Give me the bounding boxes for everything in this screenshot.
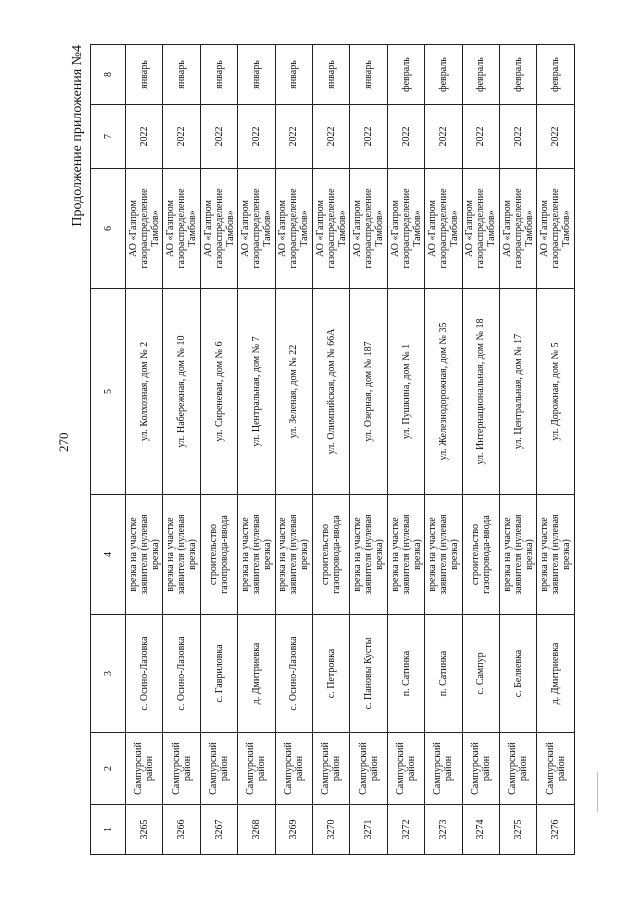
table-cell: Сампурский район <box>350 733 387 805</box>
continuation-heading: Продолжение приложения №4 <box>70 45 85 227</box>
table-cell: 2022 <box>350 105 387 169</box>
table-cell: 2022 <box>537 105 575 169</box>
table-cell: февраль <box>425 45 462 105</box>
table-cell: ул. Пушкина, дом № 1 <box>387 289 424 495</box>
table-cell: п. Сатинка <box>387 615 424 733</box>
table-cell: ул. Центральная, дом № 7 <box>238 289 275 495</box>
table-cell: 3269 <box>275 805 312 855</box>
table-cell: Сампурский район <box>238 733 275 805</box>
table-cell: врезка на участке заявителя (нулевая врезка) <box>537 495 575 615</box>
table-cell: 2022 <box>425 105 462 169</box>
table-cell: 3271 <box>350 805 387 855</box>
rotated-document <box>70 45 575 855</box>
table-row <box>126 45 163 855</box>
table-cell: январь <box>200 45 237 105</box>
table-cell: февраль <box>537 45 575 105</box>
table-cell: АО «Газпром газораспределение Тамбов» <box>200 169 237 289</box>
header-row <box>91 45 126 855</box>
table-cell: ул. Дорожная, дом № 5 <box>537 289 575 495</box>
table-row <box>200 45 237 855</box>
table-cell: январь <box>238 45 275 105</box>
table-cell: 3275 <box>500 805 537 855</box>
scan-mark <box>597 772 598 812</box>
table-cell: Сампурский район <box>462 733 499 805</box>
table-cell: с. Петровка <box>313 615 350 733</box>
table-cell: 3272 <box>387 805 424 855</box>
table-cell: 2022 <box>163 105 200 169</box>
table-row <box>387 45 424 855</box>
table-cell: Сампурский район <box>313 733 350 805</box>
table-cell: Сампурский район <box>425 733 462 805</box>
table-cell: ул. Набережная, дом № 10 <box>163 289 200 495</box>
table-cell: врезка на участке заявителя (нулевая врезка) <box>350 495 387 615</box>
table-cell: 3265 <box>126 805 163 855</box>
table-cell: февраль <box>462 45 499 105</box>
appendix-table <box>90 44 575 855</box>
column-header: 2 <box>91 733 126 805</box>
table-cell: Сампурский район <box>500 733 537 805</box>
table-body <box>126 45 575 855</box>
table-cell: 3267 <box>200 805 237 855</box>
table-cell: с. Пановы Кусты <box>350 615 387 733</box>
table-cell: 3266 <box>163 805 200 855</box>
table-cell: Сампурский район <box>126 733 163 805</box>
table-cell: январь <box>350 45 387 105</box>
table-cell: д. Дмитриевка <box>537 615 575 733</box>
table-cell: врезка на участке заявителя (нулевая врезка) <box>126 495 163 615</box>
table-row <box>462 45 499 855</box>
table-cell: с. Осино-Лазовка <box>275 615 312 733</box>
table-cell: АО «Газпром газораспределение Тамбов» <box>425 169 462 289</box>
table-cell: ул. Колхозная, дом № 2 <box>126 289 163 495</box>
table-cell: Сампурский район <box>537 733 575 805</box>
column-header: 3 <box>91 615 126 733</box>
table-cell: 3273 <box>425 805 462 855</box>
table-cell: январь <box>313 45 350 105</box>
table-cell: Сампурский район <box>387 733 424 805</box>
table-cell: АО «Газпром газораспределение Тамбов» <box>462 169 499 289</box>
table-cell: врезка на участке заявителя (нулевая врезка) <box>275 495 312 615</box>
page-number: 270 <box>56 432 71 452</box>
table-cell: врезка на участке заявителя (нулевая врезка) <box>163 495 200 615</box>
table-row <box>425 45 462 855</box>
table-cell: февраль <box>500 45 537 105</box>
table-cell: 2022 <box>313 105 350 169</box>
table-cell: АО «Газпром газораспределение Тамбов» <box>163 169 200 289</box>
table-cell: ул. Сиреневая, дом № 6 <box>200 289 237 495</box>
table-cell: д. Дмитриевка <box>238 615 275 733</box>
table-cell: АО «Газпром газораспределение Тамбов» <box>350 169 387 289</box>
table-cell: АО «Газпром газораспределение Тамбов» <box>387 169 424 289</box>
table-cell: январь <box>163 45 200 105</box>
table-cell: ул. Озерная, дом № 187 <box>350 289 387 495</box>
table-cell: 2022 <box>462 105 499 169</box>
table-cell: врезка на участке заявителя (нулевая врезка) <box>425 495 462 615</box>
table-cell: Сампурский район <box>200 733 237 805</box>
table-cell: ул. Олимпийская, дом № 66А <box>313 289 350 495</box>
column-header: 7 <box>91 105 126 169</box>
table-cell: с. Осино-Лазовка <box>126 615 163 733</box>
table-cell: строительство газопровода-ввода <box>313 495 350 615</box>
table-row <box>537 45 575 855</box>
table-row <box>350 45 387 855</box>
table-cell: январь <box>275 45 312 105</box>
table-cell: ул. Интернациональная, дом № 18 <box>462 289 499 495</box>
table-cell: Сампурский район <box>275 733 312 805</box>
column-header: 4 <box>91 495 126 615</box>
table-row <box>275 45 312 855</box>
table-cell: 2022 <box>387 105 424 169</box>
table-cell: 3274 <box>462 805 499 855</box>
table-row <box>500 45 537 855</box>
table-cell: АО «Газпром газораспределение Тамбов» <box>126 169 163 289</box>
table-header <box>91 45 126 855</box>
table-cell: АО «Газпром газораспределение Тамбов» <box>275 169 312 289</box>
column-header: 6 <box>91 169 126 289</box>
column-header: 1 <box>91 805 126 855</box>
table-cell: АО «Газпром газораспределение Тамбов» <box>537 169 575 289</box>
table-cell: АО «Газпром газораспределение Тамбов» <box>238 169 275 289</box>
table-cell: врезка на участке заявителя (нулевая врезка) <box>500 495 537 615</box>
table-cell: врезка на участке заявителя (нулевая врезка) <box>238 495 275 615</box>
table-cell: 2022 <box>126 105 163 169</box>
table-cell: строительство газопровода-ввода <box>462 495 499 615</box>
table-cell: ул. Зеленая, дом № 22 <box>275 289 312 495</box>
table-cell: с. Осино-Лазовка <box>163 615 200 733</box>
table-cell: 2022 <box>500 105 537 169</box>
table-cell: врезка на участке заявителя (нулевая врезка) <box>387 495 424 615</box>
table-cell: строительство газопровода-ввода <box>200 495 237 615</box>
table-cell: с. Сампур <box>462 615 499 733</box>
table-cell: 3270 <box>313 805 350 855</box>
table-cell: 3268 <box>238 805 275 855</box>
table-cell: Сампурский район <box>163 733 200 805</box>
table-cell: с. Гавриловка <box>200 615 237 733</box>
table-cell: 2022 <box>200 105 237 169</box>
table-cell: ул. Центральная, дом № 17 <box>500 289 537 495</box>
table-cell: п. Сатинка <box>425 615 462 733</box>
table-cell: 2022 <box>238 105 275 169</box>
column-header: 5 <box>91 289 126 495</box>
table-cell: 2022 <box>275 105 312 169</box>
table-cell: февраль <box>387 45 424 105</box>
table-row <box>163 45 200 855</box>
table-cell: АО «Газпром газораспределение Тамбов» <box>500 169 537 289</box>
column-header: 8 <box>91 45 126 105</box>
table-cell: 3276 <box>537 805 575 855</box>
table-cell: с. Беляевка <box>500 615 537 733</box>
table-cell: АО «Газпром газораспределение Тамбов» <box>313 169 350 289</box>
table-row <box>238 45 275 855</box>
table-row <box>313 45 350 855</box>
table-cell: январь <box>126 45 163 105</box>
table-cell: ул. Железнодорожная, дом № 35 <box>425 289 462 495</box>
